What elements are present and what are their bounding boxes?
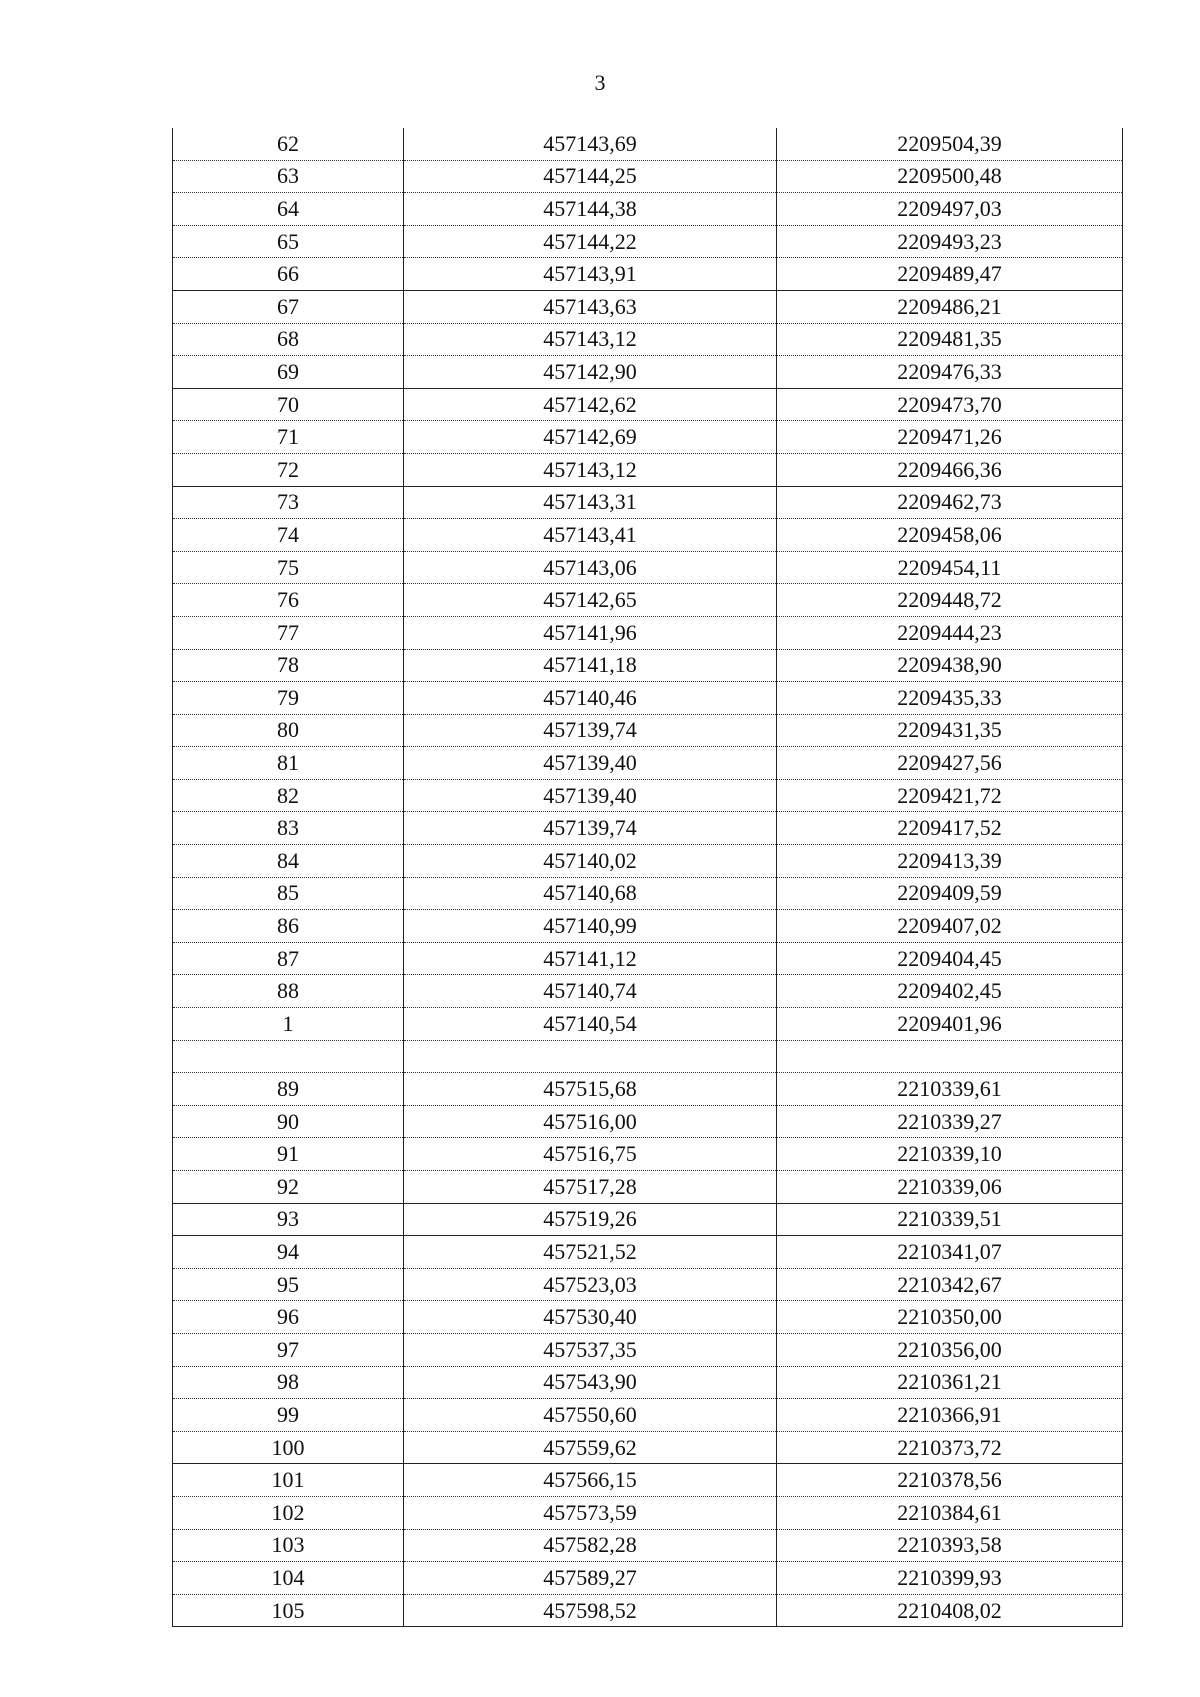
y-coordinate-cell: 2210339,06 [777,1171,1123,1204]
y-coordinate-cell: 2209481,35 [777,323,1123,356]
table-row [173,779,1123,812]
y-coordinate-cell: 2209407,02 [777,910,1123,943]
table-row [173,584,1123,617]
x-coordinate-cell: 457143,63 [404,290,777,323]
x-coordinate-cell: 457515,68 [404,1073,777,1106]
x-coordinate-cell: 457140,74 [404,975,777,1008]
point-number-cell [173,1040,404,1073]
x-coordinate-cell: 457142,69 [404,421,777,454]
x-coordinate-cell: 457144,38 [404,193,777,226]
y-coordinate-cell: 2209417,52 [777,812,1123,845]
point-number-cell: 102 [173,1496,404,1529]
x-coordinate-cell: 457140,46 [404,682,777,715]
point-number-cell: 100 [173,1431,404,1464]
point-number-cell: 73 [173,486,404,519]
table-row [173,682,1123,715]
table-row [173,421,1123,454]
y-coordinate-cell: 2210341,07 [777,1236,1123,1269]
x-coordinate-cell: 457139,74 [404,812,777,845]
x-coordinate-cell: 457519,26 [404,1203,777,1236]
y-coordinate-cell: 2209444,23 [777,616,1123,649]
table-row [173,942,1123,975]
point-number-cell: 93 [173,1203,404,1236]
x-coordinate-cell: 457143,12 [404,323,777,356]
point-number-cell: 67 [173,290,404,323]
table-row [173,1366,1123,1399]
x-coordinate-cell: 457141,18 [404,649,777,682]
y-coordinate-cell: 2209421,72 [777,779,1123,812]
x-coordinate-cell: 457141,96 [404,616,777,649]
point-number-cell: 66 [173,258,404,291]
x-coordinate-cell: 457144,25 [404,160,777,193]
point-number-cell: 95 [173,1268,404,1301]
table-row [173,910,1123,943]
x-coordinate-cell: 457143,12 [404,453,777,486]
x-coordinate-cell: 457142,62 [404,388,777,421]
y-coordinate-cell [777,1040,1123,1073]
table-row [173,1399,1123,1432]
table-row [173,649,1123,682]
y-coordinate-cell: 2209493,23 [777,225,1123,258]
table-row [173,453,1123,486]
y-coordinate-cell: 2210361,21 [777,1366,1123,1399]
y-coordinate-cell: 2210399,93 [777,1562,1123,1595]
y-coordinate-cell: 2209473,70 [777,388,1123,421]
point-number-cell: 69 [173,356,404,389]
y-coordinate-cell: 2210350,00 [777,1301,1123,1334]
table-row [173,714,1123,747]
point-number-cell: 64 [173,193,404,226]
point-number-cell: 96 [173,1301,404,1334]
table-row [173,1171,1123,1204]
x-coordinate-cell: 457140,68 [404,877,777,910]
x-coordinate-cell: 457537,35 [404,1333,777,1366]
point-number-cell: 91 [173,1138,404,1171]
table-row [173,1073,1123,1106]
x-coordinate-cell: 457140,54 [404,1008,777,1041]
table-row [173,193,1123,226]
x-coordinate-cell: 457139,74 [404,714,777,747]
x-coordinate-cell: 457516,75 [404,1138,777,1171]
table-row [173,1236,1123,1269]
table-row [173,877,1123,910]
table-row [173,1464,1123,1497]
x-coordinate-cell: 457144,22 [404,225,777,258]
y-coordinate-cell: 2209435,33 [777,682,1123,715]
table-row [173,258,1123,291]
y-coordinate-cell: 2209401,96 [777,1008,1123,1041]
x-coordinate-cell: 457573,59 [404,1496,777,1529]
table-row [173,1594,1123,1627]
x-coordinate-cell: 457566,15 [404,1464,777,1497]
y-coordinate-cell: 2209404,45 [777,942,1123,975]
point-number-cell: 68 [173,323,404,356]
y-coordinate-cell: 2210393,58 [777,1529,1123,1562]
x-coordinate-cell: 457143,06 [404,551,777,584]
page-number: 3 [594,70,606,95]
y-coordinate-cell: 2209427,56 [777,747,1123,780]
point-number-cell: 80 [173,714,404,747]
table-row [173,1562,1123,1595]
y-coordinate-cell: 2209462,73 [777,486,1123,519]
x-coordinate-cell: 457589,27 [404,1562,777,1595]
point-number-cell: 99 [173,1399,404,1432]
point-number-cell: 79 [173,682,404,715]
table-row [173,519,1123,552]
y-coordinate-cell: 2209476,33 [777,356,1123,389]
x-coordinate-cell: 457559,62 [404,1431,777,1464]
table-row [173,616,1123,649]
y-coordinate-cell: 2209466,36 [777,453,1123,486]
point-number-cell: 90 [173,1105,404,1138]
x-coordinate-cell: 457582,28 [404,1529,777,1562]
y-coordinate-cell: 2209489,47 [777,258,1123,291]
point-number-cell: 83 [173,812,404,845]
y-coordinate-cell: 2209458,06 [777,519,1123,552]
y-coordinate-cell: 2209413,39 [777,845,1123,878]
point-number-cell: 75 [173,551,404,584]
y-coordinate-cell: 2210339,27 [777,1105,1123,1138]
x-coordinate-cell: 457530,40 [404,1301,777,1334]
point-number-cell: 76 [173,584,404,617]
point-number-cell: 92 [173,1171,404,1204]
table-row [173,1431,1123,1464]
coordinates-table [172,128,1123,1627]
y-coordinate-cell: 2209431,35 [777,714,1123,747]
table-row [173,551,1123,584]
y-coordinate-cell: 2209454,11 [777,551,1123,584]
y-coordinate-cell: 2209486,21 [777,290,1123,323]
x-coordinate-cell: 457140,99 [404,910,777,943]
y-coordinate-cell: 2210342,67 [777,1268,1123,1301]
point-number-cell: 63 [173,160,404,193]
x-coordinate-cell: 457141,12 [404,942,777,975]
table-row [173,323,1123,356]
point-number-cell: 81 [173,747,404,780]
x-coordinate-cell: 457543,90 [404,1366,777,1399]
table-row [173,1529,1123,1562]
x-coordinate-cell: 457523,03 [404,1268,777,1301]
y-coordinate-cell: 2210366,91 [777,1399,1123,1432]
table-row [173,1268,1123,1301]
y-coordinate-cell: 2210378,56 [777,1464,1123,1497]
point-number-cell: 86 [173,910,404,943]
y-coordinate-cell: 2210339,51 [777,1203,1123,1236]
table-row [173,1333,1123,1366]
x-coordinate-cell: 457516,00 [404,1105,777,1138]
x-coordinate-cell: 457139,40 [404,747,777,780]
x-coordinate-cell: 457140,02 [404,845,777,878]
x-coordinate-cell: 457143,31 [404,486,777,519]
point-number-cell: 88 [173,975,404,1008]
table-row [173,1496,1123,1529]
y-coordinate-cell: 2210339,61 [777,1073,1123,1106]
table-row [173,812,1123,845]
y-coordinate-cell: 2209471,26 [777,421,1123,454]
x-coordinate-cell: 457139,40 [404,779,777,812]
x-coordinate-cell: 457598,52 [404,1594,777,1627]
y-coordinate-cell: 2210339,10 [777,1138,1123,1171]
point-number-cell: 84 [173,845,404,878]
x-coordinate-cell: 457143,41 [404,519,777,552]
y-coordinate-cell: 2210384,61 [777,1496,1123,1529]
table-row [173,388,1123,421]
table-row [173,486,1123,519]
point-number-cell: 70 [173,388,404,421]
point-number-cell: 94 [173,1236,404,1269]
y-coordinate-cell: 2210408,02 [777,1594,1123,1627]
x-coordinate-cell: 457517,28 [404,1171,777,1204]
table-row [173,290,1123,323]
x-coordinate-cell: 457142,65 [404,584,777,617]
point-number-cell: 77 [173,616,404,649]
table-row-empty [173,1040,1123,1073]
table-row [173,975,1123,1008]
point-number-cell: 72 [173,453,404,486]
point-number-cell: 105 [173,1594,404,1627]
y-coordinate-cell: 2209504,39 [777,128,1123,160]
point-number-cell: 85 [173,877,404,910]
point-number-cell: 62 [173,128,404,160]
x-coordinate-cell: 457143,69 [404,128,777,160]
x-coordinate-cell: 457550,60 [404,1399,777,1432]
point-number-cell: 104 [173,1562,404,1595]
point-number-cell: 71 [173,421,404,454]
table-row [173,845,1123,878]
table-row [173,1203,1123,1236]
table-row [173,128,1123,160]
table-row [173,1008,1123,1041]
coordinates-table-body [173,128,1123,1627]
table-row [173,160,1123,193]
table-row [173,1301,1123,1334]
table-row [173,356,1123,389]
y-coordinate-cell: 2210356,00 [777,1333,1123,1366]
x-coordinate-cell: 457142,90 [404,356,777,389]
point-number-cell: 78 [173,649,404,682]
table-row [173,747,1123,780]
x-coordinate-cell: 457143,91 [404,258,777,291]
point-number-cell: 65 [173,225,404,258]
point-number-cell: 82 [173,779,404,812]
point-number-cell: 98 [173,1366,404,1399]
x-coordinate-cell [404,1040,777,1073]
y-coordinate-cell: 2209402,45 [777,975,1123,1008]
point-number-cell: 97 [173,1333,404,1366]
point-number-cell: 89 [173,1073,404,1106]
table-row [173,1138,1123,1171]
x-coordinate-cell: 457521,52 [404,1236,777,1269]
table-row [173,1105,1123,1138]
point-number-cell: 103 [173,1529,404,1562]
table-row [173,225,1123,258]
y-coordinate-cell: 2209448,72 [777,584,1123,617]
point-number-cell: 101 [173,1464,404,1497]
point-number-cell: 1 [173,1008,404,1041]
y-coordinate-cell: 2209409,59 [777,877,1123,910]
y-coordinate-cell: 2209497,03 [777,193,1123,226]
point-number-cell: 87 [173,942,404,975]
y-coordinate-cell: 2210373,72 [777,1431,1123,1464]
y-coordinate-cell: 2209500,48 [777,160,1123,193]
y-coordinate-cell: 2209438,90 [777,649,1123,682]
point-number-cell: 74 [173,519,404,552]
